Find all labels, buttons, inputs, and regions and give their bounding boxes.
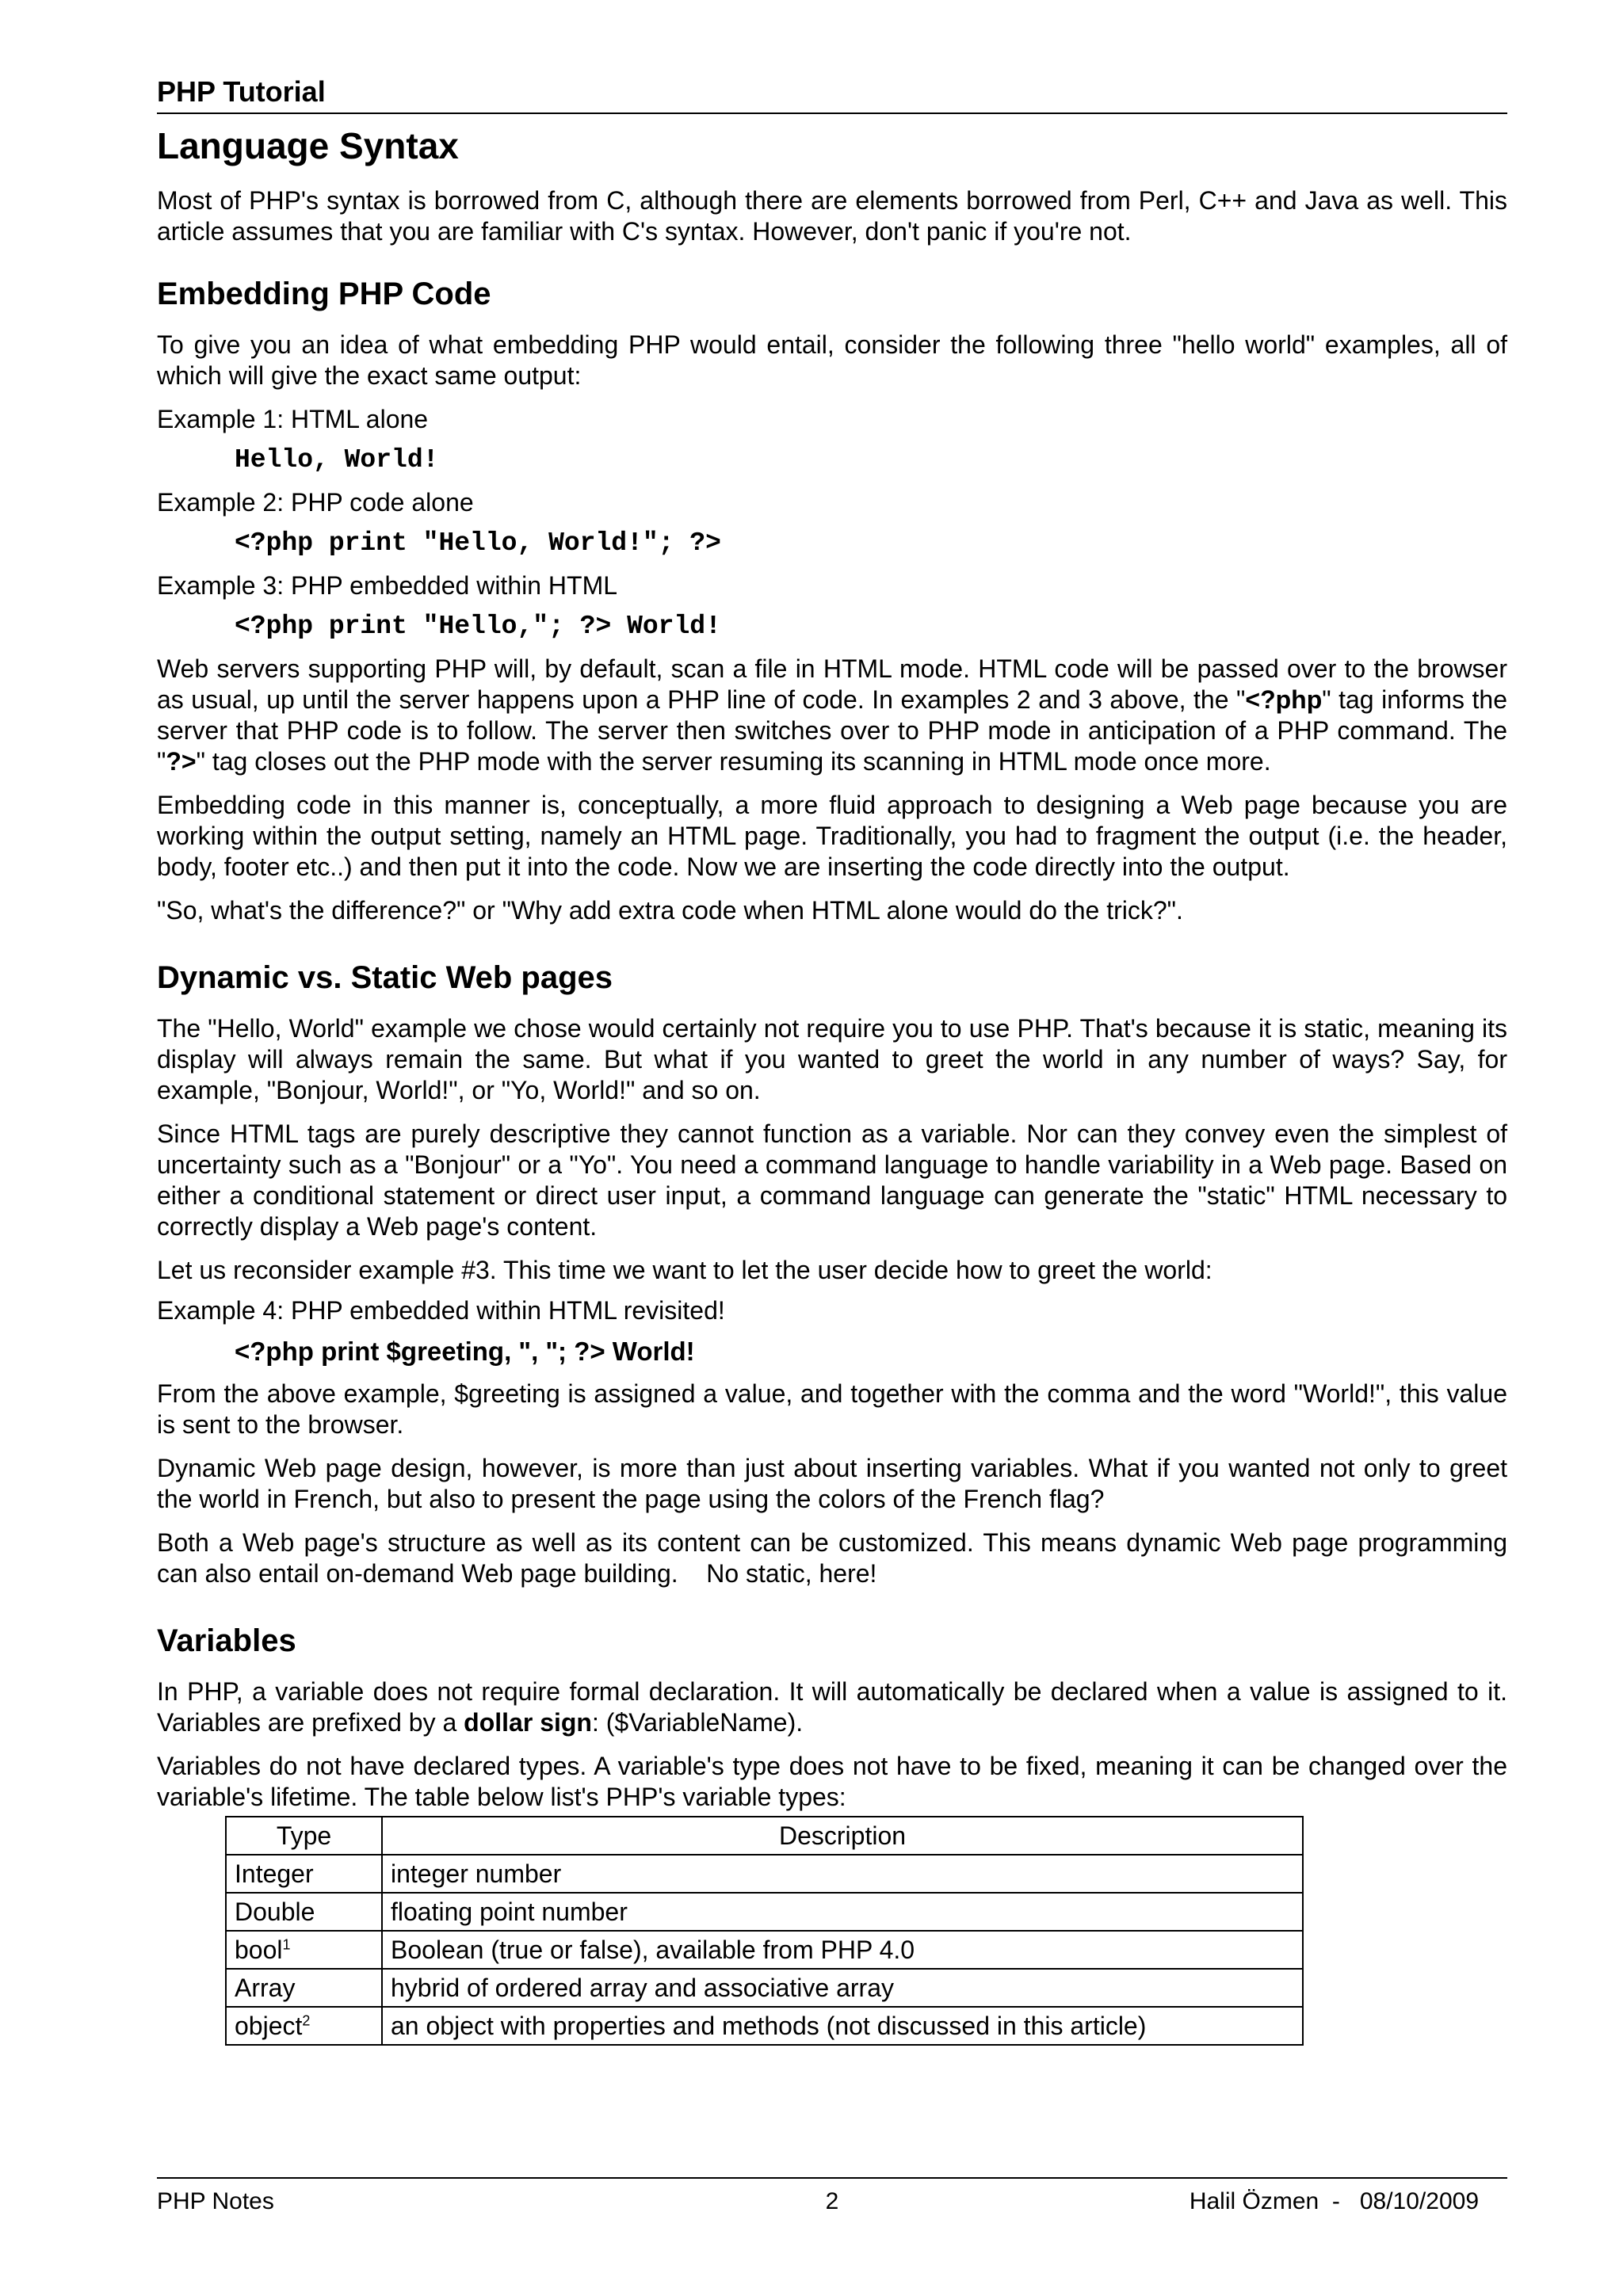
column-header-description: Description: [382, 1817, 1303, 1855]
type-name: Double: [235, 1897, 315, 1926]
description-cell: floating point number: [382, 1893, 1303, 1931]
table-row: [226, 1931, 1303, 1969]
variable-types-table: [225, 1816, 1304, 2046]
table-row: [226, 1969, 1303, 2007]
dollar-sign-term: dollar sign: [464, 1708, 592, 1737]
type-name: Array: [235, 1973, 296, 2002]
type-cell: [226, 1893, 382, 1931]
description-cell: an object with properties and methods (not discussed in this article): [382, 2007, 1303, 2045]
variables-paragraph-1: [157, 1676, 1507, 1738]
type-cell: [226, 1931, 382, 1969]
type-cell: [226, 1855, 382, 1893]
type-name: Integer: [235, 1859, 314, 1888]
example-4-code: <?php print $greeting, ", "; ?> World!: [235, 1337, 695, 1366]
page-number: 2: [825, 2188, 839, 2214]
example-1-label: Example 1: HTML alone: [157, 405, 429, 433]
page-footer: [157, 2177, 1507, 2214]
column-header-type: Type: [226, 1817, 382, 1855]
dynamic-heading: Dynamic vs. Static Web pages: [157, 960, 613, 995]
description-cell: integer number: [382, 1855, 1303, 1893]
footnote-marker: 2: [302, 2012, 311, 2028]
type-cell: [226, 1969, 382, 2007]
type-name: bool: [235, 1935, 283, 1964]
text-span: " tag closes out the PHP mode with the server resuming its scanning in HTML mode once more.: [196, 747, 1271, 776]
footer-author-date: Halil Özmen - 08/10/2009: [1189, 2188, 1479, 2214]
footer-left: PHP Notes: [157, 2188, 274, 2214]
text-span: Web servers supporting PHP will, by default, scan a file in HTML mode. HTML code will be passed over to the browser as usual, up until the server happens upon a PHP line of code. In examples 2 and 3 above, the ": [157, 654, 1507, 714]
table-header-row: [226, 1817, 1303, 1855]
description-cell: Boolean (true or false), available from PHP 4.0: [382, 1931, 1303, 1969]
variables-heading: Variables: [157, 1623, 296, 1658]
table-row: [226, 1893, 1303, 1931]
intro-paragraph: Most of PHP's syntax is borrowed from C, although there are elements borrowed from Perl, C++ and Java as well. This article assumes that you are familiar with C's syntax. However, don't panic if you're not.: [157, 186, 1507, 246]
example-1-code: Hello, World!: [235, 445, 439, 475]
example-3-label: Example 3: PHP embedded within HTML: [157, 571, 618, 600]
running-header: PHP Tutorial: [157, 74, 1507, 114]
variables-paragraph-2: Variables do not have declared types. A variable's type does not have to be fixed, meaning it can be changed over the variable's lifetime. The table below list's PHP's variable types:: [157, 1752, 1507, 1811]
document-page: [157, 74, 1514, 2046]
php-open-tag: <?php: [1245, 685, 1323, 714]
page-title: Language Syntax: [157, 125, 459, 166]
embedding-intro: To give you an idea of what embedding PHP would entail, consider the following three "hello world" examples, all of which will give the exact same output:: [157, 330, 1507, 390]
embedding-paragraph-1: [157, 654, 1507, 777]
description-cell: hybrid of ordered array and associative array: [382, 1969, 1303, 2007]
text-span: " tag informs the server that PHP code is to follow. The server then switches over to PHP mode in anticipation of a PHP command. The ": [157, 685, 1508, 776]
dynamic-paragraph-5: Dynamic Web page design, however, is more than just about inserting variables. What if you wanted not only to greet the world in French, but also to present the page using the colors of the French flag?: [157, 1454, 1507, 1513]
text-span: : ($VariableName).: [591, 1708, 804, 1737]
embedding-heading: Embedding PHP Code: [157, 277, 491, 311]
example-4-label: Example 4: PHP embedded within HTML revisited!: [157, 1296, 725, 1325]
embedding-paragraph-2: Embedding code in this manner is, conceptually, a more fluid approach to designing a Web page because you are working within the output setting, namely an HTML page. Traditionally, you had to fragment the output (i.e. the header, body, footer etc..) and then put it into the code. Now we are inserting the code directly into the output.: [157, 791, 1507, 881]
example-2-code: <?php print "Hello, World!"; ?>: [235, 528, 721, 558]
dynamic-paragraph-1: The "Hello, World" example we chose would certainly not require you to use PHP. That's because it is static, meaning its display will always remain the same. But what if you wanted to greet the world in any number of ways? Say, for example, "Bonjour, World!", or "Yo, World!" and so on.: [157, 1014, 1507, 1104]
example-3-code: <?php print "Hello,"; ?> World!: [235, 612, 721, 641]
text-span: In PHP, a variable does not require formal declaration. It will automatically be declared when a value is assigned to it. Variables are prefixed by a: [157, 1677, 1507, 1737]
dynamic-paragraph-2: Since HTML tags are purely descriptive they cannot function as a variable. Nor can they convey even the simplest of uncertainty such as a "Bonjour" or a "Yo". You need a command language to handle variability in a Web page. Based on either a conditional statement or direct user input, a command language can generate the "static" HTML necessary to correctly display a Web page's content.: [157, 1119, 1507, 1241]
table-row: [226, 2007, 1303, 2045]
dynamic-paragraph-6: Both a Web page's structure as well as its content can be customized. This means dynamic Web page programming can also entail on-demand Web page building. No static, here!: [157, 1528, 1514, 1588]
type-cell: [226, 2007, 382, 2045]
dynamic-paragraph-3: Let us reconsider example #3. This time we want to let the user decide how to greet the world:: [157, 1256, 1212, 1284]
type-name: object: [235, 2011, 303, 2040]
dynamic-paragraph-4: From the above example, $greeting is assigned a value, and together with the comma and the word "World!", this value is sent to the browser.: [157, 1379, 1507, 1439]
footnote-marker: 1: [282, 1936, 291, 1952]
php-close-tag: ?>: [166, 747, 197, 776]
embedding-paragraph-3: "So, what's the difference?" or "Why add extra code when HTML alone would do the trick?".: [157, 896, 1183, 925]
table-row: [226, 1855, 1303, 1893]
example-2-label: Example 2: PHP code alone: [157, 488, 474, 517]
